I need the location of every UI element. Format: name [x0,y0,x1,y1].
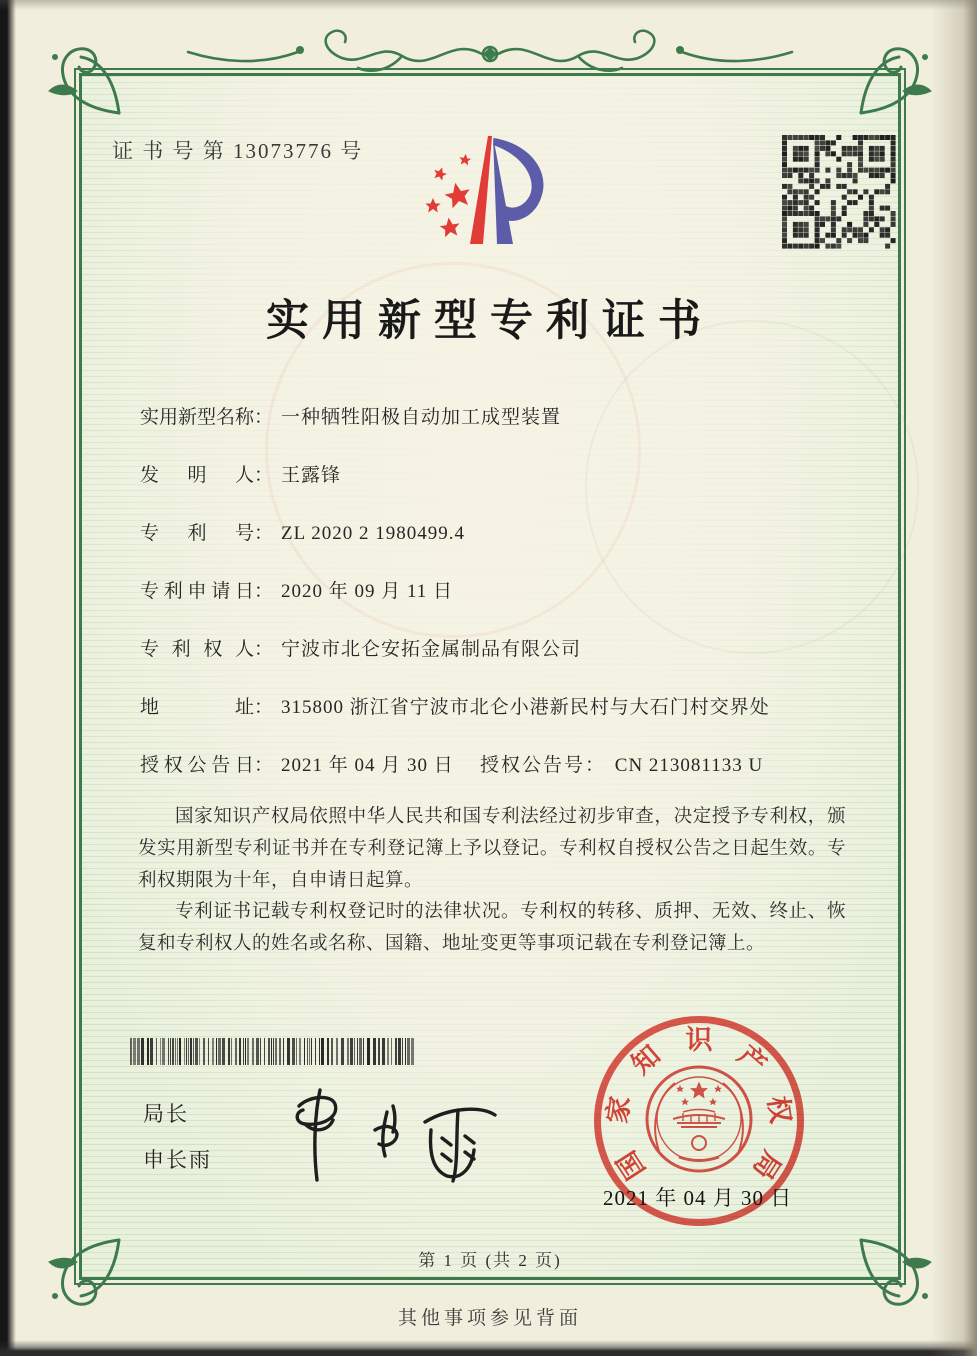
barcode-bar [307,1038,308,1065]
barcode-bar [141,1038,144,1065]
barcode-bar [175,1038,176,1065]
barcode-bar [382,1038,385,1065]
back-note: 其他事项参见背面 [397,1308,582,1329]
barcode-bar [315,1038,316,1065]
barcode-bar [247,1038,249,1065]
field-row [140,634,860,661]
certificate-number: 证 书 号 第 13073776 号 [112,139,364,163]
field-value: 2021 年 04 月 30 日 [281,755,454,776]
seal-character: 权 [762,1094,796,1126]
barcode-bar [170,1038,171,1065]
barcode-bar [208,1038,209,1065]
barcode-bar [321,1038,324,1065]
barcode-icon [130,1038,422,1065]
barcode-bar [216,1038,217,1065]
field-row [140,460,860,487]
barcode-bar [228,1038,230,1065]
field-label: 授权公告日 [140,755,254,776]
grant-no-value: CN 213081133 U [614,755,764,776]
officer-title: 局长 [143,1102,189,1126]
grant-publication-number [480,750,763,777]
barcode-bar [311,1038,312,1065]
barcode-bar [150,1038,153,1065]
barcode-bar [245,1038,246,1065]
barcode-bar [331,1038,333,1065]
field-label: 专利申请日 [140,581,254,602]
field-colon: ： [254,581,274,602]
barcode-bar [268,1038,270,1065]
barcode-bar [271,1038,272,1065]
barcode-bar [177,1038,178,1065]
barcode-bar [199,1038,200,1065]
barcode-bar [186,1038,187,1065]
barcode-bar [405,1038,406,1065]
barcode-bar [327,1038,329,1065]
barcode-bar [363,1038,364,1065]
barcode-bar [273,1038,274,1065]
barcode-bar [402,1038,403,1065]
field-row [140,402,860,429]
field-value: 315800 浙江省宁波市北仑小港新民村与大石门村交界处 [281,697,770,718]
officer-name: 申长雨 [143,1148,212,1172]
barcode-bar [341,1038,344,1065]
certificate-fields [140,402,860,808]
barcode-bar [292,1038,295,1065]
barcode-bar [179,1038,181,1065]
barcode-bar [411,1038,414,1065]
barcode-bar [378,1038,380,1065]
barcode-bar [319,1038,320,1065]
seal-character: 国 [611,1145,652,1185]
grant-no-label: 授权公告号 [480,755,586,776]
field-value: 王露锋 [281,465,342,486]
field-label: 专利权人 [140,639,254,660]
barcode-bar [264,1038,265,1065]
cnipa-patent-logo-icon [420,132,550,247]
field-row [140,576,860,603]
barcode-bar [243,1038,244,1065]
field-row [140,692,860,719]
field-label: 发明人 [140,465,254,486]
page-number: 第 1 页 (共 2 页) [418,1251,562,1270]
barcode-bar [287,1038,290,1065]
seal-character: 产 [732,1039,773,1081]
barcode-bar [137,1038,140,1065]
grant-no-colon: ： [585,755,605,776]
scan-edge-top [0,0,977,10]
barcode-bar [203,1038,205,1065]
scan-edge-bottom [0,1340,977,1356]
field-value: ZL 2020 2 1980499.4 [281,523,466,544]
barcode-bar [218,1038,221,1065]
barcode-bar [252,1038,254,1065]
field-colon: ： [254,465,274,486]
barcode-bar [304,1038,305,1065]
field-label: 专利号 [140,523,254,544]
barcode-bar [407,1038,410,1065]
barcode-bar [357,1038,358,1065]
barcode-bar [309,1038,310,1065]
barcode-bar [239,1038,241,1065]
legal-text [138,802,846,961]
corner-flourish-icon [19,13,129,123]
barcode-bar [283,1038,284,1065]
national-emblem-icon [639,1059,759,1179]
barcode-bar [256,1038,259,1065]
barcode-bar [387,1038,389,1065]
seal-character: 知 [625,1039,666,1081]
barcode-bar [188,1038,189,1065]
barcode-bar [168,1038,169,1065]
barcode-bar [190,1038,192,1065]
field-value: 一种牺牲阳极自动加工成型装置 [281,407,562,428]
barcode-bar [184,1038,185,1065]
barcode-bar [395,1038,397,1065]
field-colon: ： [254,523,274,544]
barcode-bar [373,1038,376,1065]
barcode-bar [279,1038,281,1065]
barcode-bar [347,1038,349,1065]
barcode-bar [160,1038,161,1065]
barcode-bar [222,1038,225,1065]
barcode-bar [275,1038,277,1065]
field-colon: ： [254,407,274,428]
barcode-bar [235,1038,237,1065]
barcode-bar [147,1038,149,1065]
barcode-bar [133,1038,136,1065]
barcode-bar [354,1038,355,1065]
barcode-bar [367,1038,370,1065]
barcode-bar [231,1038,232,1065]
barcode-bar [156,1038,157,1065]
barcode-bar [172,1038,174,1065]
field-value: 2020 年 09 月 11 日 [281,581,454,602]
legal-paragraph: 专利证书记载专利权登记时的法律状况。专利权的转移、质押、无效、终止、恢复和专利权人的姓名或名称、国籍、地址变更等事项记载在专利登记簿上。 [138,902,846,955]
barcode-bar [212,1038,214,1065]
barcode-bar [398,1038,401,1065]
seal-character: 局 [746,1145,787,1185]
barcode-bar [350,1038,353,1065]
barcode-bar [299,1038,301,1065]
field-row [140,518,860,545]
scan-edge-right [931,0,977,1356]
seal-character: 家 [602,1094,636,1126]
director-signature-icon [275,1078,515,1193]
qr-code-icon [782,135,896,249]
field-colon: ： [254,697,274,718]
field-colon: ： [254,755,274,776]
barcode-bar [162,1038,165,1065]
scan-edge-left [0,0,16,1356]
seal-character: 识 [685,1025,713,1055]
barcode-bar [130,1038,132,1065]
barcode-bar [195,1038,198,1065]
certificate-title: 实用新型专利证书 [266,298,714,345]
field-label: 实用新型名称 [140,407,255,428]
barcode-bar [336,1038,338,1065]
barcode-bar [193,1038,194,1065]
barcode-bar [260,1038,261,1065]
barcode-bar [296,1038,297,1065]
seal-date: 2021 年 04 月 30 日 [603,1186,793,1210]
field-value: 宁波市北仑安拓金属制品有限公司 [281,639,582,660]
barcode-bar [359,1038,362,1065]
legal-paragraph: 国家知识产权局依照中华人民共和国专利法经过初步审查，决定授予专利权，颁发实用新型专利证书并在专利登记簿上予以登记。专利权自授权公告之日起生效。专利权期限为十年，自申请日起算。 [138,807,846,891]
top-garland-icon [140,22,840,86]
field-label: 地址 [140,697,254,718]
field-colon: ： [254,639,274,660]
barcode-bar [391,1038,392,1065]
